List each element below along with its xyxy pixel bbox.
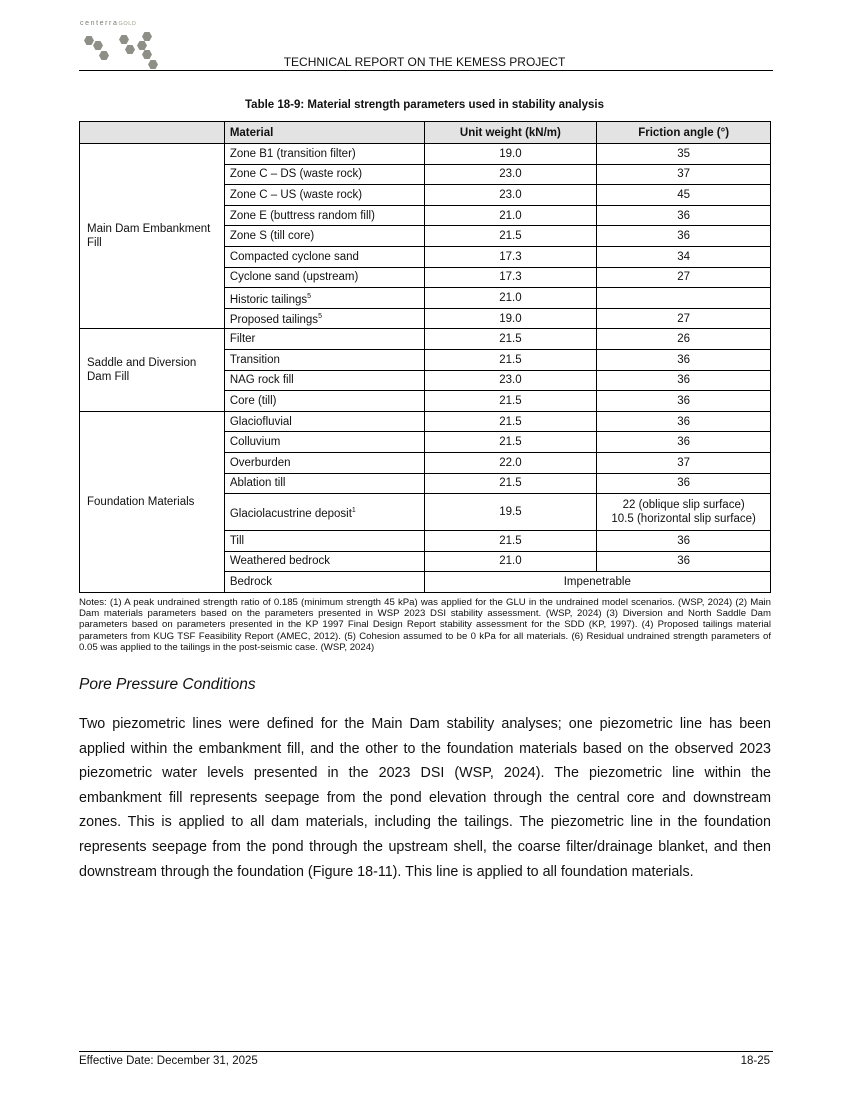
material-cell [224, 267, 424, 288]
material-cell [224, 246, 424, 267]
group-label: Main Dam Embankment Fill [80, 144, 225, 329]
friction-angle-line: 10.5 (horizontal slip surface) [611, 513, 756, 526]
friction-angle-cell: 36 [597, 349, 771, 370]
unit-weight-cell: 23.0 [424, 370, 597, 391]
material-cell [224, 329, 424, 350]
unit-weight-cell: 19.0 [424, 144, 597, 165]
friction-angle-cell: 36 [597, 205, 771, 226]
material-name: Zone E (buttress random fill) [229, 209, 375, 222]
material-cell [224, 370, 424, 391]
material-name: Transition [229, 353, 280, 366]
material-cell [224, 288, 424, 309]
unit-weight-cell: 21.5 [424, 349, 597, 370]
footer-divider [79, 1051, 773, 1052]
friction-angle-cell: 34 [597, 246, 771, 267]
effective-date: Effective Date: December 31, 2025 [79, 1055, 258, 1067]
logo-hex-icon [93, 41, 103, 50]
material-cell [224, 411, 424, 432]
table-row [80, 144, 771, 165]
unit-weight-cell: 21.5 [424, 473, 597, 494]
table-row [80, 411, 771, 432]
logo-subtext: GOLD [118, 21, 137, 27]
friction-angle-cell: 36 [597, 370, 771, 391]
page-number: 18-25 [740, 1055, 770, 1067]
unit-weight-cell: 19.5 [424, 494, 597, 531]
material-name: Bedrock [229, 576, 273, 589]
merged-value-cell: Impenetrable [424, 572, 770, 593]
table-row [80, 329, 771, 350]
friction-angle-cell: 36 [597, 226, 771, 247]
unit-weight-cell: 21.5 [424, 391, 597, 412]
table-caption: Table 18-9: Material strength parameters used in stability analysis [245, 99, 604, 111]
material-name: Zone C – US (waste rock) [229, 188, 363, 201]
group-label: Foundation Materials [80, 411, 225, 592]
material-strength-table [79, 121, 771, 593]
body-paragraph: Two piezometric lines were defined for the Main Dam stability analyses; one piezometric line has been applied within the embankment fill, and the other to the foundation materials based on the observed 2023 piezometric water levels presented in the 2023 DSI (WSP, 2024). The piezometric line within the embankment fill represents seepage from the pond elevation through the central core and downstream zones. This is applied to all dam materials, including the tailings. The piezometric line in the foundation represents seepage from the pond through the upstream shell, the coarse filter/drainage blanket, and then downstream through the foundation (Figure 18-11). This line is applied to all foundation materials. [79, 716, 771, 880]
material-name: Cyclone sand (upstream) [229, 271, 359, 284]
material-cell [224, 349, 424, 370]
material-name: Zone B1 (transition filter) [229, 147, 356, 160]
footnote-marker: 1 [351, 506, 356, 514]
logo-hex-icon [119, 35, 129, 44]
unit-weight-cell: 21.5 [424, 226, 597, 247]
material-name: Proposed tailings [229, 313, 319, 326]
friction-angle-cell: 36 [597, 391, 771, 412]
material-name: Zone S (till core) [229, 230, 315, 243]
material-cell [224, 432, 424, 453]
table-header-row [80, 122, 771, 144]
logo-text: centerra [80, 20, 119, 27]
material-cell [224, 391, 424, 412]
material-cell [224, 164, 424, 185]
footnote-marker: 5 [318, 313, 322, 321]
material-name: Core (till) [229, 394, 277, 407]
logo-hex-icon [84, 36, 94, 45]
section-heading: Pore Pressure Conditions [79, 676, 256, 693]
report-title: TECHNICAL REPORT ON THE KEMESS PROJECT [283, 55, 566, 69]
material-name: Weathered bedrock [229, 555, 330, 568]
friction-angle-cell: 27 [597, 267, 771, 288]
unit-weight-cell: 21.5 [424, 531, 597, 552]
unit-weight-cell: 21.0 [424, 205, 597, 226]
material-cell [224, 531, 424, 552]
material-name: Till [229, 534, 245, 547]
material-cell [224, 205, 424, 226]
material-cell [224, 226, 424, 247]
friction-angle-cell: 36 [597, 531, 771, 552]
material-cell [224, 494, 424, 531]
unit-weight-cell: 17.3 [424, 267, 597, 288]
table-notes: Notes: (1) A peak undrained strength ratio of 0.185 (minimum strength 45 kPa) was applied for the GLU in the undrained model scenarios. (WSP, 2024) (2) Main Dam materials parameters based on the parameters presented in WSP 2023 DSI stability assessment. (WSP, 2024) (3) Diversion and North Saddle Dam parameters based on parameters presented in the KP 1997 Final Design Report stability assessment for the SDD (KP, 1997). (4) Proposed tailings material parameters from KUG TSF Feasibility Report (AMEC, 2012). (5) Cohesion assumed to be 0 kPa for all materials. (6) Residual undrained strength parameters of 0.05 was applied to the tailings in the post-seismic case. (WSP, 2024) [79, 597, 771, 653]
material-name: Overburden [229, 456, 291, 469]
friction-angle-line: 22 (oblique slip surface) [622, 499, 745, 512]
friction-angle-cell: 36 [597, 411, 771, 432]
material-name: Historic tailings [229, 293, 308, 306]
unit-weight-cell: 23.0 [424, 185, 597, 206]
unit-weight-cell: 23.0 [424, 164, 597, 185]
friction-angle-cell: 27 [597, 308, 771, 329]
footnote-marker: 5 [307, 292, 312, 300]
material-name: Ablation till [229, 477, 286, 490]
material-name: Zone C – DS (waste rock) [229, 168, 363, 181]
friction-angle-cell: 36 [597, 473, 771, 494]
unit-weight-cell: 17.3 [424, 246, 597, 267]
friction-angle-cell [597, 494, 771, 531]
header-divider [79, 70, 773, 71]
unit-weight-cell: 21.0 [424, 288, 597, 309]
material-name: Colluvium [229, 436, 281, 449]
logo-hex-icon [137, 41, 147, 50]
material-name: Glaciolacustrine deposit [229, 507, 352, 520]
friction-angle-cell [597, 288, 771, 309]
material-cell [224, 452, 424, 473]
material-cell [224, 572, 424, 593]
column-header-friction-angle: Friction angle (°) [597, 122, 771, 144]
group-label: Saddle and Diversion Dam Fill [80, 329, 225, 411]
logo-hex-icon [142, 32, 152, 41]
unit-weight-cell: 21.5 [424, 329, 597, 350]
friction-angle-cell: 26 [597, 329, 771, 350]
material-name: Glaciofluvial [229, 415, 292, 428]
logo-hex-icon [125, 45, 135, 54]
friction-angle-cell: 37 [597, 452, 771, 473]
unit-weight-cell: 21.5 [424, 411, 597, 432]
material-cell [224, 308, 424, 329]
unit-weight-cell: 19.0 [424, 308, 597, 329]
unit-weight-cell: 22.0 [424, 452, 597, 473]
material-cell [224, 473, 424, 494]
column-header-unit-weight: Unit weight (kN/m) [424, 122, 597, 144]
unit-weight-cell: 21.5 [424, 432, 597, 453]
material-cell [224, 144, 424, 165]
material-cell [224, 551, 424, 572]
material-cell [224, 185, 424, 206]
friction-angle-cell: 35 [597, 144, 771, 165]
friction-angle-cell: 36 [597, 551, 771, 572]
material-name: Compacted cyclone sand [229, 250, 359, 263]
table-body [80, 144, 771, 593]
material-name: NAG rock fill [229, 374, 294, 387]
friction-angle-cell: 37 [597, 164, 771, 185]
material-name: Filter [229, 333, 256, 346]
column-header-group [80, 122, 225, 144]
friction-angle-cell: 36 [597, 432, 771, 453]
unit-weight-cell: 21.0 [424, 551, 597, 572]
logo-wordmark [80, 20, 136, 27]
column-header-material: Material [224, 122, 424, 144]
friction-angle-cell: 45 [597, 185, 771, 206]
